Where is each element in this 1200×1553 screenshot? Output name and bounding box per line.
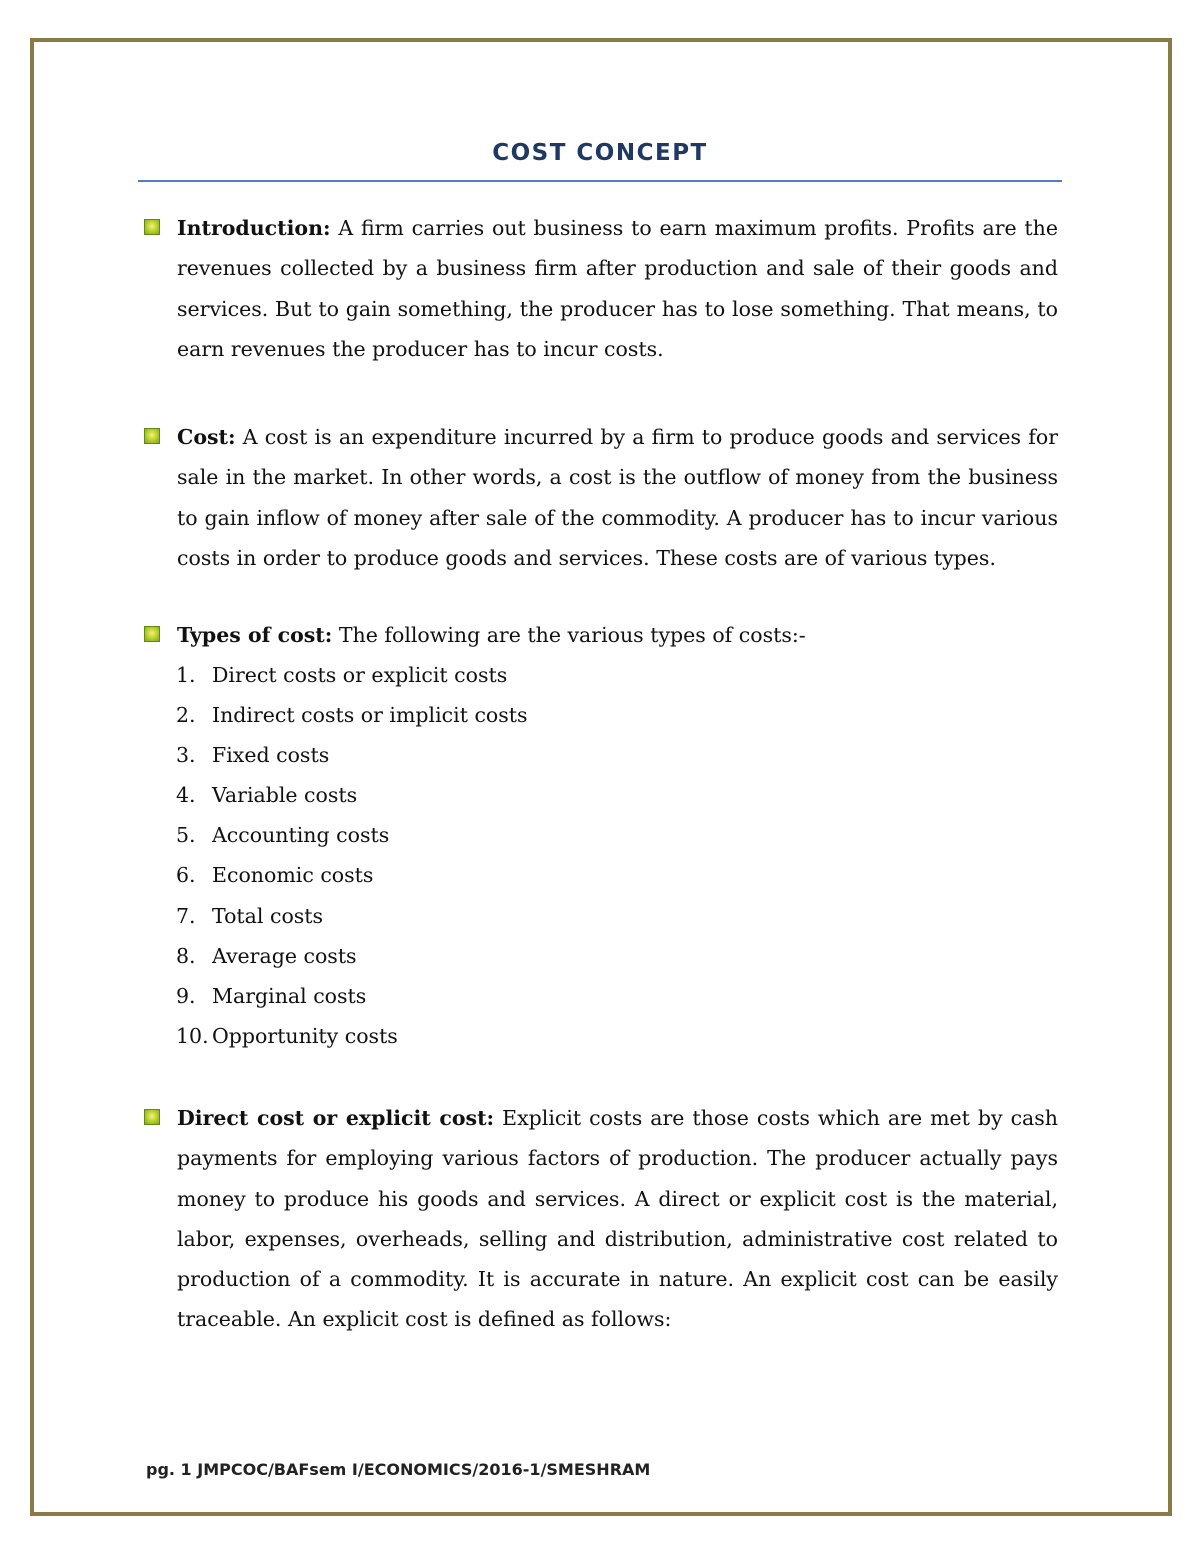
list-item-text: Opportunity costs (212, 1023, 398, 1048)
section-label: Introduction: (177, 216, 331, 240)
section-label: Direct cost or explicit cost: (177, 1106, 495, 1130)
list-item (176, 1016, 528, 1056)
section-paragraph (177, 615, 1058, 655)
list-item-text: Accounting costs (212, 823, 390, 848)
list-item-text: Economic costs (212, 863, 374, 888)
section-introduction (144, 208, 1058, 369)
list-item-number: 1. (176, 663, 196, 687)
section-text: The following are the various types of costs:- (332, 623, 806, 647)
list-item-number: 6. (176, 863, 196, 888)
list-item-number: 5. (176, 823, 196, 848)
page-footer: pg. 1 JMPCOC/BAFsem I/ECONOMICS/2016-1/SMESHRAM (146, 1460, 651, 1479)
list-item-text: Total costs (212, 903, 324, 928)
section-paragraph (177, 417, 1058, 578)
section-text: A firm carries out business to earn maximum profits. Profits are the revenues collected by a business firm after production and sale of their goods and services. But to gain something, the producer has to lose something. That means, to earn revenues the producer has to incur costs. (177, 216, 1058, 361)
section-paragraph (177, 208, 1058, 369)
list-item-text: Variable costs (212, 783, 358, 808)
square-bullet-icon (144, 428, 160, 444)
section-cost (144, 417, 1058, 578)
page-title: COST CONCEPT (492, 140, 708, 166)
list-item-number: 3. (176, 743, 196, 768)
section-text: Explicit costs are those costs which are met by cash payments for employing various factors of production. The producer actually pays money to produce his goods and services. A direct or explicit cost is the material, labor, expenses, overheads, selling and distribution, administrative cost related to production of a commodity. It is accurate in nature. An explicit cost can be easily traceable. An explicit cost is defined as follows: (177, 1106, 1058, 1332)
section-text: A cost is an expenditure incurred by a firm to produce goods and services for sale in the market. In other words, a cost is the outflow of money from the business to gain inflow of money after sale of the commodity. A producer has to incur various costs in order to produce goods and services. These costs are of various types. (177, 425, 1058, 570)
list-item-number: 4. (176, 783, 196, 808)
section-label: Types of cost: (177, 623, 333, 647)
list-item-number: 10. (176, 1023, 209, 1048)
list-item (176, 936, 528, 976)
list-item-text: Average costs (212, 943, 357, 968)
section-paragraph (177, 1098, 1058, 1340)
list-item (176, 815, 528, 855)
list-item-number: 2. (176, 703, 196, 728)
square-bullet-icon (144, 626, 160, 642)
list-item-text: Indirect costs or implicit costs (212, 703, 528, 728)
cost-types-list (176, 655, 528, 1056)
list-item-number: 9. (176, 983, 196, 1008)
list-item (176, 695, 528, 735)
section-types-of-cost (144, 615, 1058, 655)
section-direct-cost (144, 1098, 1058, 1340)
list-item-number: 8. (176, 943, 196, 968)
list-item-number: 7. (176, 903, 196, 928)
square-bullet-icon (144, 1109, 160, 1125)
list-item (176, 855, 528, 895)
list-item (176, 775, 528, 815)
title-underline (138, 180, 1062, 182)
list-item-text: Direct costs or explicit costs (212, 663, 508, 687)
list-item (176, 735, 528, 775)
list-item (176, 896, 528, 936)
list-item-text: Marginal costs (212, 983, 367, 1008)
list-item (176, 655, 528, 695)
square-bullet-icon (144, 219, 160, 235)
list-item (176, 976, 528, 1016)
section-label: Cost: (177, 425, 236, 449)
list-item-text: Fixed costs (212, 743, 330, 768)
